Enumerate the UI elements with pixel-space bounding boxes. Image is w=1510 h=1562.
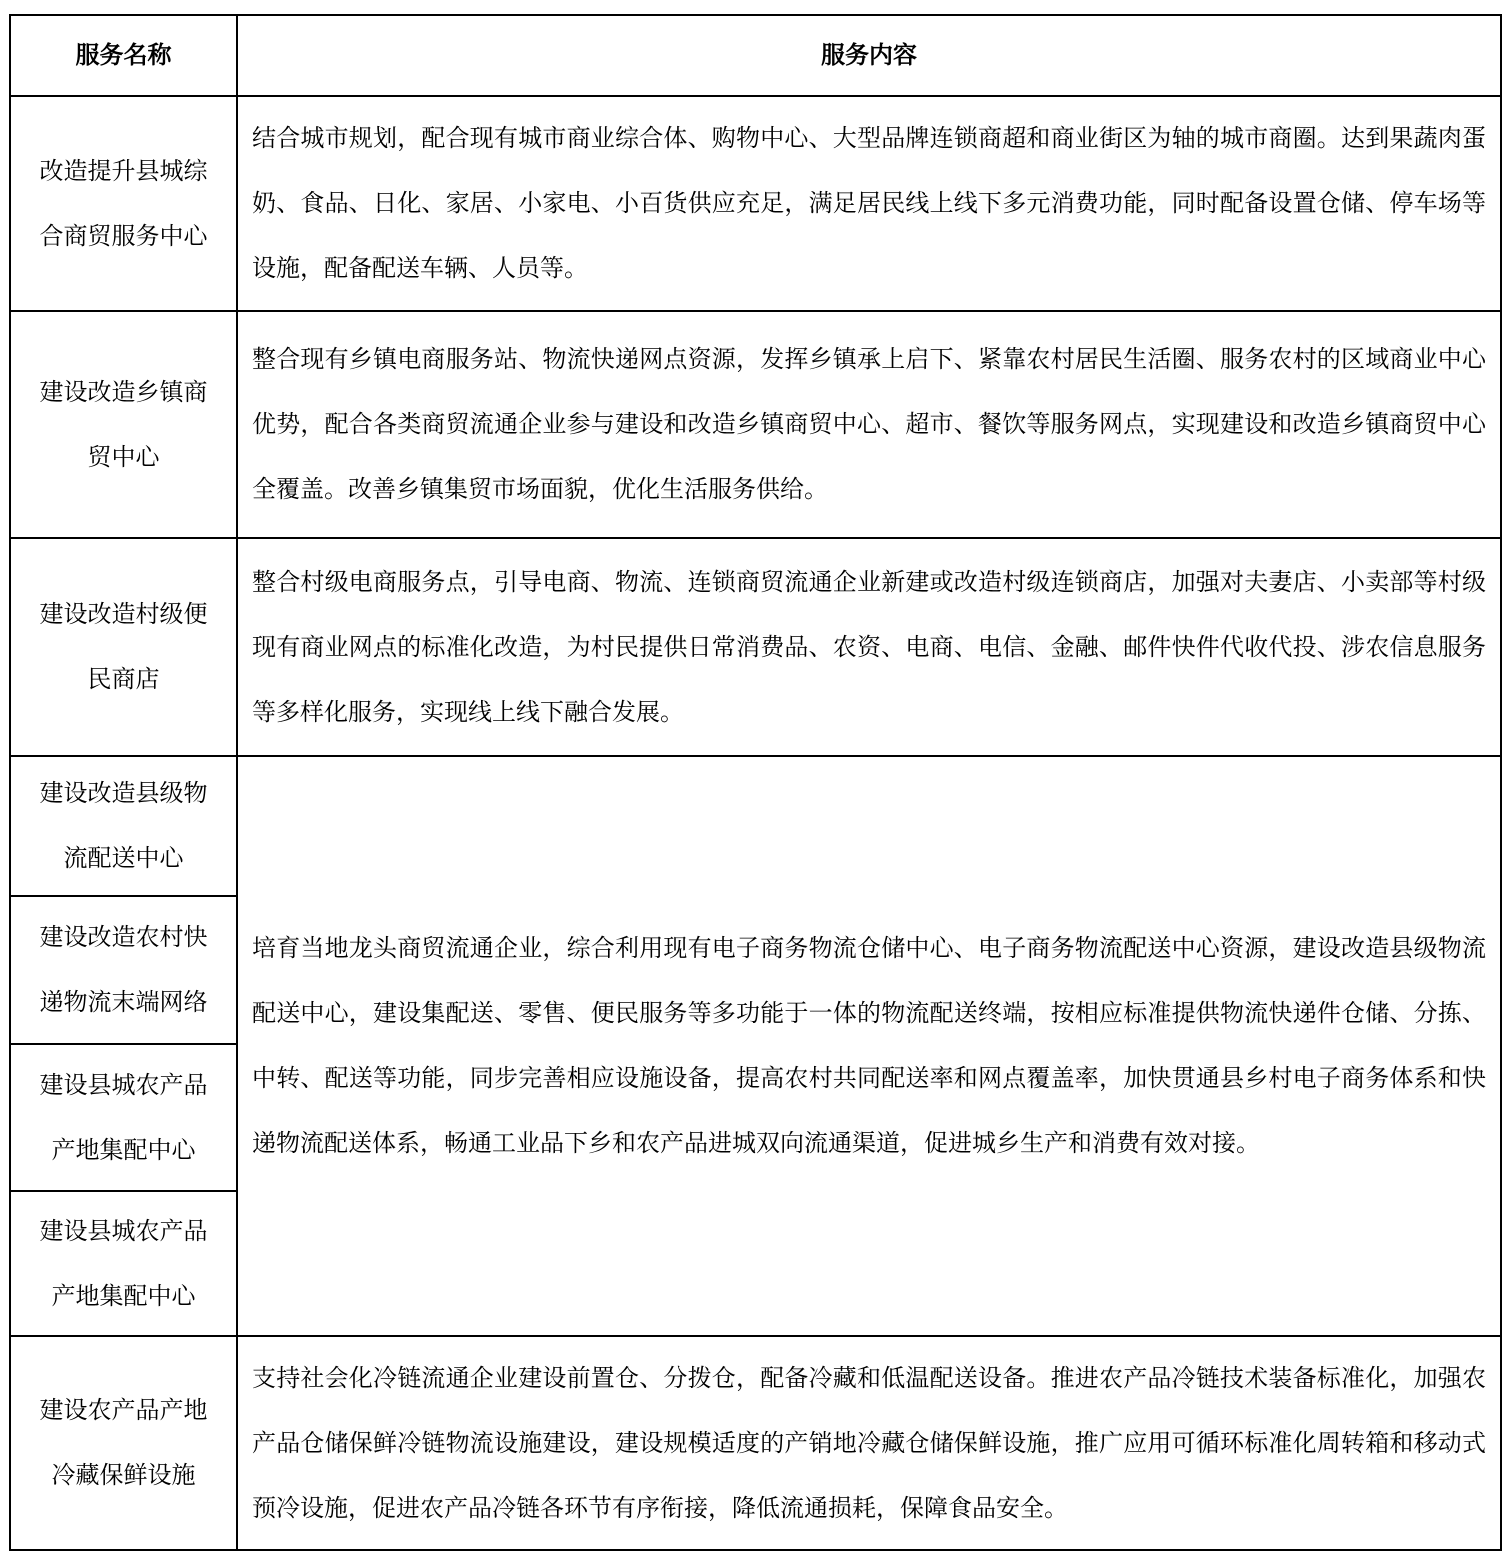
service-content-cell-merged: 培育当地龙头商贸流通企业，综合利用现有电子商务物流仓储中心、电子商务物流配送中心资源，建设改造县级物流配送中心，建设集配送、零售、便民服务等多功能于一体的物流配送终端，按相应标准提供物流快递件仓储、分拣、中转、配送等功能，同步完善相应设施设备，提高农村共同配送率和网点覆盖率，加快贯通县乡村电子商务体系和快递物流配送体系，畅通工业品下乡和农产品进城双向流通渠道，促进城乡生产和消费有效对接。 (237, 756, 1501, 1336)
table-row (10, 756, 1501, 896)
header-service-content: 服务内容 (237, 15, 1501, 96)
service-name-cell: 建设改造农村快递物流末端网络 (10, 896, 237, 1044)
table-row (10, 311, 1501, 538)
service-name-cell: 改造提升县城综合商贸服务中心 (10, 96, 237, 311)
service-content-cell: 结合城市规划，配合现有城市商业综合体、购物中心、大型品牌连锁商超和商业街区为轴的城市商圈。达到果蔬肉蛋奶、食品、日化、家居、小家电、小百货供应充足，满足居民线上线下多元消费功能，同时配备设置仓储、停车场等设施，配备配送车辆、人员等。 (237, 96, 1501, 311)
service-content-cell: 整合村级电商服务点，引导电商、物流、连锁商贸流通企业新建或改造村级连锁商店，加强对夫妻店、小卖部等村级现有商业网点的标准化改造，为村民提供日常消费品、农资、电商、电信、金融、邮件快件代收代投、涉农信息服务等多样化服务，实现线上线下融合发展。 (237, 538, 1501, 756)
table-header-row (10, 15, 1501, 96)
service-name-cell: 建设改造县级物流配送中心 (10, 756, 237, 896)
service-content-cell: 支持社会化冷链流通企业建设前置仓、分拨仓，配备冷藏和低温配送设备。推进农产品冷链技术装备标准化，加强农产品仓储保鲜冷链物流设施建设，建设规模适度的产销地冷藏仓储保鲜设施，推广应用可循环标准化周转箱和移动式预冷设施，促进农产品冷链各环节有序衔接，降低流通损耗，保障食品安全。 (237, 1336, 1501, 1550)
service-content-cell: 整合现有乡镇电商服务站、物流快递网点资源，发挥乡镇承上启下、紧靠农村居民生活圈、服务农村的区域商业中心优势，配合各类商贸流通企业参与建设和改造乡镇商贸中心、超市、餐饮等服务网点，实现建设和改造乡镇商贸中心全覆盖。改善乡镇集贸市场面貌，优化生活服务供给。 (237, 311, 1501, 538)
service-name-cell: 建设县城农产品产地集配中心 (10, 1044, 237, 1191)
table-row (10, 96, 1501, 311)
header-service-name: 服务名称 (10, 15, 237, 96)
service-name-cell: 建设改造村级便民商店 (10, 538, 237, 756)
service-name-cell: 建设县城农产品产地集配中心 (10, 1191, 237, 1336)
service-name-cell: 建设农产品产地冷藏保鲜设施 (10, 1336, 237, 1550)
service-name-cell: 建设改造乡镇商贸中心 (10, 311, 237, 538)
table-row (10, 538, 1501, 756)
table-row (10, 1336, 1501, 1550)
services-table (9, 14, 1502, 1551)
